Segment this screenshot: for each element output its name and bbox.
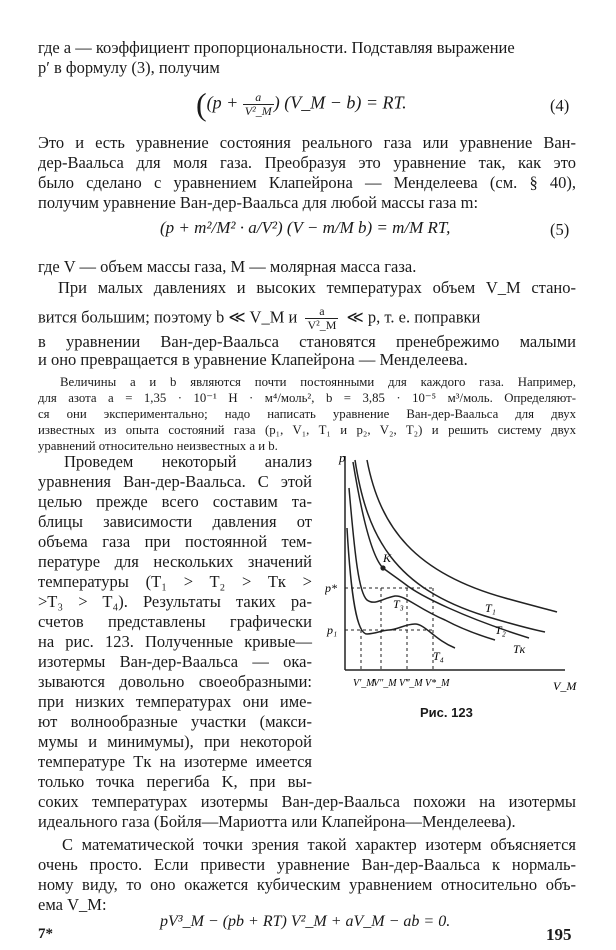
equation-4: ((p + $\frac{a}{\text{V²\_M}}$ ) (V_M − b) = RT. — [196, 86, 407, 122]
smallprint-line: для азота a = 1,35 · 10⁻¹ Н · м⁴/моль², b = 3,85 · 10⁻⁵ м³/моль. Определяют- — [38, 391, 576, 405]
x-tick-label: V*_M — [425, 678, 450, 689]
text-line: соких температурах изотермы Ван-дер-Ваальса похожи на изотермы — [38, 792, 576, 811]
eq4-frac-num: a — [243, 91, 274, 105]
text-line: p′ в формулу (3), получим — [38, 58, 220, 77]
equation-5: (p + m²/M² · a/V²) (V − m/M b) = m/M RT, — [160, 218, 451, 237]
text-line: ному виду, то оно окажется кубическим уравнением относительно объ- — [38, 875, 576, 894]
label-pstar: p* — [325, 581, 337, 595]
column-line: блицы зависимости давления от — [38, 512, 312, 531]
frac-num: a — [305, 305, 338, 319]
text-segment: ≪ p, т. е. поправки — [346, 307, 481, 327]
text-line: где V — объем массы газа, M — молярная масса газа. — [38, 257, 417, 276]
isotherm-Tk — [353, 462, 529, 638]
column-line: пературе для нескольких значений — [38, 552, 312, 571]
figure-caption: Рис. 123 — [420, 705, 473, 720]
page-number: 195 — [546, 925, 572, 944]
text-line: где a — коэффициент пропорциональности. Подставляя выражение — [38, 38, 515, 57]
text-line: в уравнении Ван-дер-Ваальса становятся пренебрежимо малыми — [38, 332, 576, 351]
text-line: При малых давлениях и высоких температурах объем V_M стано- — [58, 278, 576, 297]
footer-signature: 7* — [38, 926, 53, 942]
column-line: при низких температурах они име- — [38, 692, 312, 711]
column-line: температуры (T₁ > T₂ > Tк > — [38, 572, 312, 591]
frac-den: V²_M — [307, 318, 337, 332]
smallprint-line: Величины a и b являются почти постоянными для каждого газа. Например, — [60, 375, 576, 389]
column-line: температуре Tк на изотерме имеется — [38, 752, 312, 771]
curve-label-T4: T₄ — [433, 649, 444, 663]
column-line: целью прежде всего составим та- — [38, 492, 312, 511]
eq4-right: ) (V_M − b) = RT. — [273, 92, 407, 113]
smallprint-line: ся они экспериментально; надо написать уравнение Ван-дер-Ваальса для двух — [38, 407, 576, 421]
figure-123 — [325, 448, 580, 698]
inflection-point-K — [380, 565, 385, 570]
smallprint-line: известных из опыта состояний газа (p₁, V₁, T₁ и p₂, V₂, T₂) и решить систему двух — [38, 423, 576, 437]
eq4-frac-den: V²_M — [244, 104, 272, 118]
column-line: уравнения Ван-дер-Ваальса. С этой — [38, 472, 312, 491]
text-line: очень просто. Если привести уравнение Ван-дер-Ваальса к нормаль- — [38, 855, 576, 874]
y-axis-label: p — [339, 450, 346, 465]
equation-cubic: pV³_M − (pb + RT) V²_M + aV_M − ab = 0. — [160, 913, 451, 930]
column-line: только точка перегиба K, при вы- — [38, 772, 312, 791]
column-line: объема газа при постоянной тем- — [38, 532, 312, 551]
text-line: и оно превращается в уравнение Клапейрона — Менделеева. — [38, 350, 468, 369]
label-p1: p₁ — [327, 623, 338, 637]
text-line: получим уравнение Ван-дер-Ваальса для любой массы газа m: — [38, 193, 479, 212]
x-axis-label: V_M — [553, 679, 577, 693]
text-line: Это и есть уравнение состояния реального газа или уравнение Ван- — [38, 133, 576, 152]
x-tick-label: V‴_M — [399, 678, 423, 689]
equation-number-5: (5) — [550, 220, 570, 239]
column-line: >T₃ > T₄). Результаты таких ра- — [38, 592, 312, 611]
eq4-left: (p + — [206, 92, 243, 113]
equation-number-4: (4) — [550, 96, 570, 115]
x-tick-label: V″_M — [373, 678, 397, 689]
isotherm-T3 — [349, 488, 495, 640]
isotherm-T1 — [367, 460, 557, 612]
column-line: изотермы Ван-дер-Ваальса — ока- — [38, 652, 312, 671]
column-line: ют волнообразные участки (макси- — [38, 712, 312, 731]
column-line: зываются довольно своеобразными: — [38, 672, 312, 691]
text-line: дер-Ваальса для моля газа. Преобразуя это уравнение так, как это — [38, 153, 576, 172]
point-label-K: K — [383, 551, 392, 565]
text-line — [38, 305, 480, 332]
text-line: идеального газа (Бойля—Мариотта или Клапейрона—Менделеева). — [38, 812, 516, 831]
column-line: мумы и минимумы), при некоторой — [38, 732, 312, 751]
smallprint-line: уравнений относительно неизвестных a и b. — [38, 439, 278, 453]
column-line: счетов представлены графически — [38, 612, 312, 631]
isotherm-T2 — [355, 460, 545, 632]
curve-label-T2: T₂ — [495, 623, 506, 637]
x-tick-label: V′_M — [353, 678, 375, 689]
column-line: Проведем некоторый анализ — [64, 452, 312, 471]
text-line: ема V_M: — [38, 895, 107, 914]
text-segment: вится большим; поэтому b ≪ V_M и — [38, 307, 298, 327]
curve-label-T1: T₁ — [485, 601, 496, 615]
column-line: на рис. 123. Полученные кривые— — [38, 632, 312, 651]
text-line: С математической точки зрения такой характер изотерм объясняется — [62, 835, 576, 854]
text-line: было сделано с уравнением Клапейрона — Менделеева (см. § 40), — [38, 173, 576, 192]
curve-label-T3: T₃ — [393, 597, 404, 611]
curve-label-Tk: Tк — [513, 642, 526, 656]
